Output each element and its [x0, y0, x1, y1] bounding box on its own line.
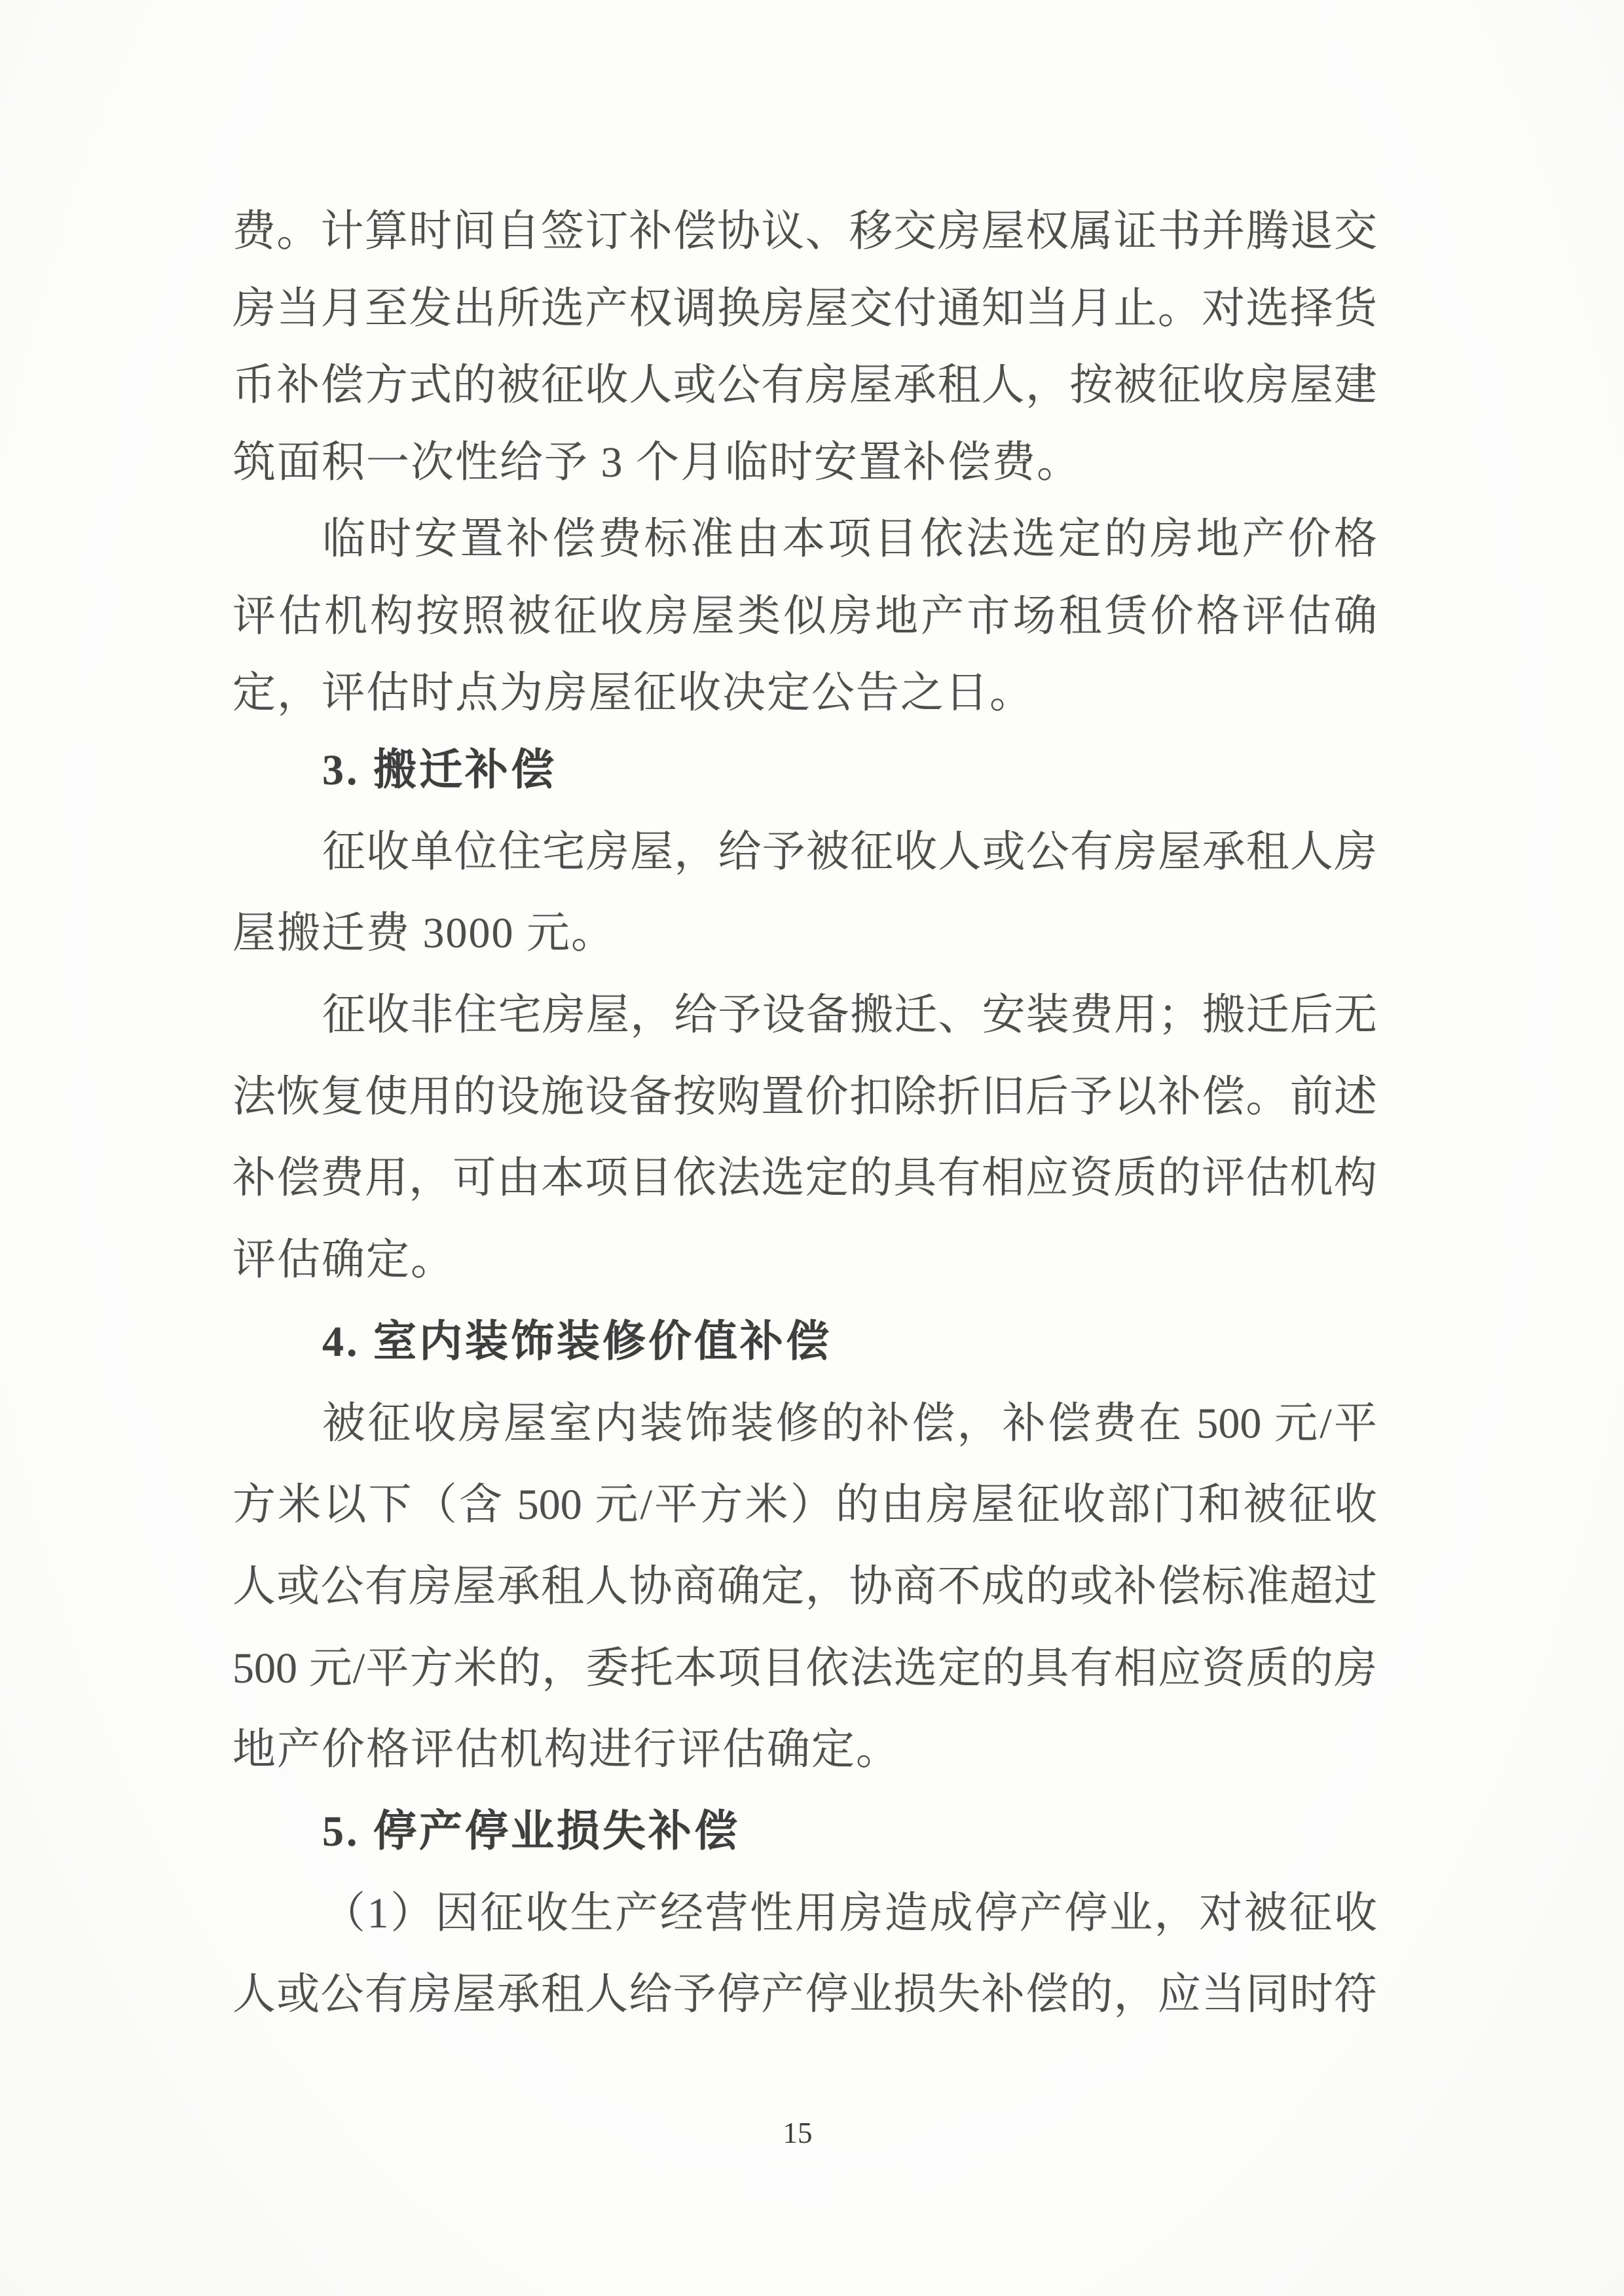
text-line: 法恢复使用的设施设备按购置价扣除折旧后予以补偿。前述 — [232, 1073, 1377, 1121]
text-line: 征收单位住宅房屋，给予被征收人或公有房屋承租人房 — [322, 828, 1377, 876]
text-line: 评估机构按照被征收房屋类似房地产市场租赁价格评估确 — [232, 592, 1377, 640]
section-heading: 5. 停产停业损失补偿 — [322, 1808, 740, 1855]
text-line: 定，评估时点为房屋征收决定公告之日。 — [232, 669, 1034, 717]
section-heading: 3. 搬迁补偿 — [322, 746, 557, 794]
text-line: 费。计算时间自签订补偿协议、移交房屋权属证书并腾退交 — [232, 208, 1377, 255]
text-line: 评估确定。 — [232, 1236, 455, 1284]
page-number: 15 — [783, 2117, 813, 2149]
text-line: 方米以下（含 500 元/平方米）的由房屋征收部门和被征收 — [232, 1481, 1377, 1529]
text-line: 征收非住宅房屋，给予设备搬迁、安装费用；搬迁后无 — [322, 991, 1377, 1039]
text-line: 人或公有房屋承租人协商确定，协商不成的或补偿标准超过 — [232, 1563, 1377, 1611]
text-line: 房当月至发出所选产权调换房屋交付通知当月止。对选择货 — [232, 285, 1377, 333]
text-line: 地产价格评估机构进行评估确定。 — [232, 1726, 900, 1774]
text-line: 补偿费用，可由本项目依法选定的具有相应资质的评估机构 — [232, 1154, 1377, 1202]
text-line: 人或公有房屋承租人给予停产停业损失补偿的，应当同时符 — [232, 1971, 1377, 2018]
text-line: 临时安置补偿费标准由本项目依法选定的房地产价格 — [322, 515, 1377, 563]
text-line: （1）因征收生产经营性用房造成停产停业，对被征收 — [322, 1889, 1377, 1937]
text-line: 筑面积一次性给予 3 个月临时安置补偿费。 — [232, 439, 1081, 486]
text-line: 被征收房屋室内装饰装修的补偿，补偿费在 500 元/平 — [322, 1400, 1377, 1448]
section-heading: 4. 室内装饰装修价值补偿 — [322, 1318, 832, 1366]
text-line: 币补偿方式的被征收人或公有房屋承租人，按被征收房屋建 — [232, 361, 1377, 409]
text-line: 屋搬迁费 3000 元。 — [232, 909, 616, 957]
text-line: 500 元/平方米的，委托本项目依法选定的具有相应资质的房 — [232, 1645, 1377, 1692]
